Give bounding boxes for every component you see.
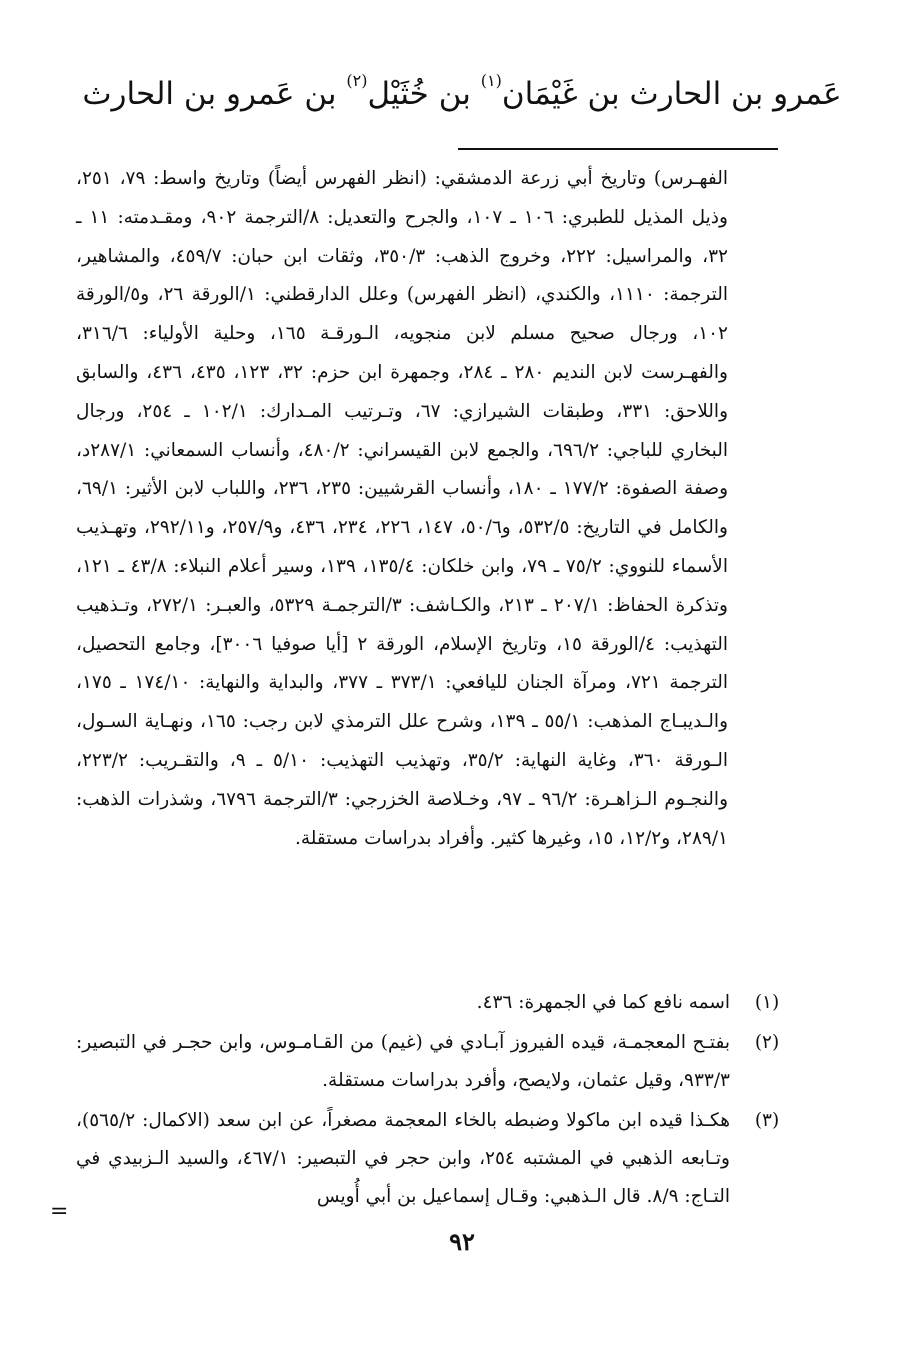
- page-number: ٩٢: [449, 1227, 475, 1256]
- footnotes-section: [76, 984, 788, 1218]
- footnote-separator: [458, 148, 778, 150]
- footnote-2: [76, 1024, 788, 1100]
- header-title-part3: بن عَمرو بن الحارث: [82, 76, 347, 112]
- footnote-number: (١): [754, 992, 780, 1013]
- footnote-ref-2: (٢): [346, 71, 368, 90]
- header-title-part1: عَمرو بن الحارث بن غَيْمَان: [501, 76, 842, 112]
- footnote-ref-1: (١): [480, 71, 502, 90]
- footnote-3: [76, 1102, 788, 1216]
- footnote-text: هكـذا قيده ابن ماكولا وضبطه بالخاء المعجمة مصغراً، عن ابن سعد (الاكمال: ٥٦٥/٢)، وتـابعه الذهبي في المشتبه ٢٥٤، وابن حجر في التبصير: ٤٦٧/١، والسيد الـزبيدي في التـاج: ٨/٩. قال الـذهبي: وقـال إسماعيل بن أبي أُويس: [76, 1110, 730, 1207]
- footnote-number: (٣): [754, 1110, 780, 1131]
- page-header: [40, 52, 884, 123]
- header-title-part2: بن خُثَيْل: [367, 76, 481, 112]
- continuation-mark: =: [50, 1199, 69, 1224]
- footnote-text: اسمه نافع كما في الجمهرة: ٤٣٦.: [476, 992, 730, 1013]
- footnote-text: بفتـح المعجمـة، قيده الفيروز آبـادي في (غيم) من القـامـوس، وابن حجـر في التبصير: ٩٣٣/٣، وقيل عثمان، ولايصح، وأفرد بدراسات مستقلة.: [76, 1032, 730, 1091]
- continued-references-paragraph: الفهـرس) وتاريخ أبي زرعة الدمشقي: (انظر الفهرس أيضاً) وتاريخ واسط: ٧٩، ٢٥١، وذيل المذيل للطبري: ١٠٦ ـ ١٠٧، والجرح والتعديل: ٨/الترجمة ٩٠٢، ومقـدمته: ١١ ـ ٣٢، والمراسيل: ٢٢٢، وخروج الذهب: ٣٥٠/٣، وثقات ابن حبان: ٤٥٩/٧، والمشاهير، الترجمة: ١١١٠، والكندي، (انظر الفهرس) وعلل الدارقطني: ١/الورقة ٢٦، و٥/الورقة ١٠٢، ورجال صحيح مسلم لابن منجويه، الـورقـة ١٦٥، وحلية الأولياء: ٣١٦/٦، والفهـرست لابن النديم ٢٨٠ ـ ٢٨٤، وجمهرة ابن حزم: ٣٢، ١٢٣، ٤٣٥، ٤٣٦، والسابق واللاحق: ٣٣١، وطبقات الشيرازي: ٦٧، وتـرتيب المـدارك: ١٠٢/١ ـ ٢٥٤، ورجال البخاري للباجي: ٦٩٦/٢، والجمع لابن القيسراني: ٤٨٠/٢، وأنساب السمعاني: ٢٨٧/١د، وصفة الصفوة: ١٧٧/٢ ـ ١٨٠، وأنساب القرشيين: ٢٣٥، ٢٣٦، واللباب لابن الأثير: ٦٩/١، والكامل في التاريخ: ٥٣٢/٥، و٥٠/٦، ١٤٧، ٢٢٦، ٢٣٤، ٤٣٦، و٢٥٧/٩، و٢٩٢/١١، وتهـذيب الأسماء للنووي: ٧٥/٢ ـ ٧٩، وابن خلكان: ١٣٥/٤، ١٣٩، وسير أعلام النبلاء: ٤٣/٨ ـ ١٢١، وتذكرة الحفاظ: ٢٠٧/١ ـ ٢١٣، والكـاشف: ٣/الترجمـة ٥٣٢٩، والعبـر: ٢٧٢/١، وتـذهيب التهذيب: ٤/الورقة ١٥، وتاريخ الإسلام، الورقة ٢ [أيا صوفيا ٣٠٠٦]، وجامع التحصيل، الترجمة ٧٢١، ومرآة الجنان لليافعي: ٣٧٣/١ ـ ٣٧٧، والبداية والنهاية: ١٧٤/١٠ ـ ١٧٥، والـديبـاج المذهب: ٥٥/١ ـ ١٣٩، وشرح علل الترمذي لابن رجب: ١٦٥، ونهـاية السـول، الـورقة ٣٦٠، وغاية النهاية: ٣٥/٢، وتهذيب التهذيب: ٥/١٠ ـ ٩، والتقـريب: ٢٢٣/٢، والنجـوم الـزاهـرة: ٩٦/٢ ـ ٩٧، وخـلاصة الخزرجي: ٣/الترجمة ٦٧٩٦، وشذرات الذهب: ٢٨٩/١، و١٢/٢، ١٥، وغيرها كثير. وأفراد بدراسات مستقلة.: [76, 168, 729, 849]
- footnote-1: [76, 984, 788, 1022]
- footnote-number: (٢): [754, 1032, 780, 1053]
